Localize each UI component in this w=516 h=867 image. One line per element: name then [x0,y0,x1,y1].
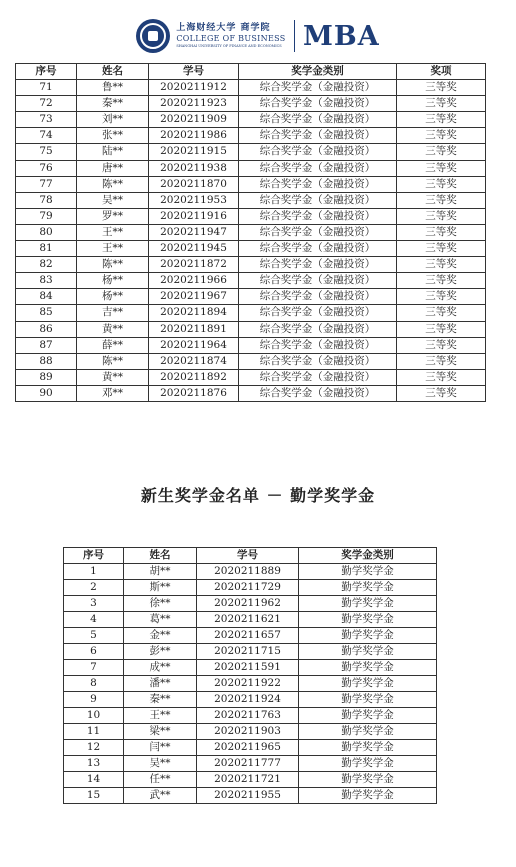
table-row [16,128,486,144]
table-cell: 71 [16,80,77,96]
table-cell: 勤学奖学金 [299,708,437,724]
table-cell: 三等奖 [397,112,486,128]
table-cell: 三等奖 [397,289,486,305]
table-cell: 综合奖学金（金融投资） [239,112,397,128]
table-cell: 唐** [77,160,149,176]
table-cell: 勤学奖学金 [299,692,437,708]
table-cell: 2020211715 [197,644,299,660]
table-cell: 综合奖学金（金融投资） [239,353,397,369]
table-cell: 斯** [124,580,197,596]
column-header: 序号 [64,548,124,564]
table-cell: 邓** [77,385,149,401]
section-title: 新生奖学金名单 － 勤学奖学金 [140,486,376,505]
table-cell: 综合奖学金（金融投资） [239,176,397,192]
table-cell: 2020211966 [149,273,239,289]
table-row [16,369,486,385]
table-cell: 2020211909 [149,112,239,128]
table-cell: 三等奖 [397,96,486,112]
table-cell: 综合奖学金（金融投资） [239,128,397,144]
table-cell: 72 [16,96,77,112]
table-cell: 80 [16,224,77,240]
table-cell: 闫** [124,740,197,756]
table-cell: 成** [124,660,197,676]
table-row [16,353,486,369]
table-cell: 三等奖 [397,369,486,385]
table-cell: 77 [16,176,77,192]
page-header [0,14,516,58]
table-cell: 2020211953 [149,192,239,208]
table-cell: 88 [16,353,77,369]
table-row [16,289,486,305]
table-cell: 三等奖 [397,128,486,144]
table-cell: 13 [64,756,124,772]
table-cell: 2020211721 [197,772,299,788]
column-header: 奖项 [397,64,486,80]
table-cell: 2020211777 [197,756,299,772]
table-cell: 综合奖学金（金融投资） [239,80,397,96]
table-cell: 2020211947 [149,224,239,240]
table-cell: 85 [16,305,77,321]
table-cell: 梁** [124,724,197,740]
table-cell: 2020211621 [197,612,299,628]
school-name-cn: 上海财经大学 商学院 [176,23,271,33]
table-cell: 勤学奖学金 [299,756,437,772]
table-cell: 8 [64,676,124,692]
university-emblem-icon [136,19,170,53]
table-cell: 综合奖学金（金融投资） [239,305,397,321]
scholarship-table-diligence [63,547,437,804]
table-cell: 2 [64,580,124,596]
table-cell: 2020211729 [197,580,299,596]
table-cell: 2020211945 [149,241,239,257]
table-cell: 综合奖学金（金融投资） [239,273,397,289]
table-row [64,596,437,612]
column-header: 序号 [16,64,77,80]
table-cell: 2020211892 [149,369,239,385]
table-cell: 陈** [77,353,149,369]
table-cell: 勤学奖学金 [299,580,437,596]
table-row [16,273,486,289]
table-header-row [16,64,486,80]
column-header: 学号 [149,64,239,80]
table-row [16,305,486,321]
table-cell: 综合奖学金（金融投资） [239,224,397,240]
table-row [64,644,437,660]
table-cell: 三等奖 [397,144,486,160]
table-row [64,676,437,692]
logo-divider [294,20,296,52]
table-cell: 秦** [77,96,149,112]
school-name-en: COLLEGE OF BUSINESS [176,34,286,43]
table-cell: 90 [16,385,77,401]
table-cell: 4 [64,612,124,628]
table-cell: 79 [16,208,77,224]
table-cell: 14 [64,772,124,788]
table-cell: 杨** [77,289,149,305]
table-cell: 2020211916 [149,208,239,224]
table-cell: 潘** [124,676,197,692]
table-cell: 三等奖 [397,241,486,257]
table-cell: 84 [16,289,77,305]
table-cell: 勤学奖学金 [299,788,437,804]
table-cell: 2020211965 [197,740,299,756]
column-header: 奖学金类别 [239,64,397,80]
table-cell: 86 [16,321,77,337]
table-cell: 3 [64,596,124,612]
table-cell: 综合奖学金（金融投资） [239,385,397,401]
table-cell: 81 [16,241,77,257]
table-cell: 2020211894 [149,305,239,321]
scholarship-table-comprehensive [15,63,486,402]
table-row [16,112,486,128]
table-cell: 2020211986 [149,128,239,144]
table-cell: 综合奖学金（金融投资） [239,337,397,353]
table-cell: 78 [16,192,77,208]
table-cell: 三等奖 [397,337,486,353]
table-cell: 2020211903 [197,724,299,740]
table-cell: 2020211962 [197,596,299,612]
table-row [64,660,437,676]
table-cell: 2020211955 [197,788,299,804]
table-cell: 综合奖学金（金融投资） [239,321,397,337]
table-cell: 15 [64,788,124,804]
table-cell: 综合奖学金（金融投资） [239,208,397,224]
table-cell: 武** [124,788,197,804]
table-cell: 勤学奖学金 [299,628,437,644]
table-row [16,192,486,208]
table-cell: 2020211591 [197,660,299,676]
table-cell: 2020211891 [149,321,239,337]
table-cell: 2020211872 [149,257,239,273]
table-cell: 75 [16,144,77,160]
table-cell: 综合奖学金（金融投资） [239,369,397,385]
table-cell: 2020211938 [149,160,239,176]
table-cell: 黄** [77,321,149,337]
table-row [16,257,486,273]
table-row [64,724,437,740]
table-cell: 吉** [77,305,149,321]
table-cell: 综合奖学金（金融投资） [239,192,397,208]
table-cell: 2020211922 [197,676,299,692]
table-cell: 刘** [77,112,149,128]
school-name-sub: SHANGHAI UNIVERSITY OF FINANCE AND ECONOMICS [176,44,282,48]
table-cell: 葛** [124,612,197,628]
table-cell: 任** [124,772,197,788]
table-cell: 综合奖学金（金融投资） [239,160,397,176]
table-cell: 勤学奖学金 [299,724,437,740]
table-cell: 彭** [124,644,197,660]
table-cell: 2020211763 [197,708,299,724]
table-cell: 综合奖学金（金融投资） [239,96,397,112]
table-cell: 秦** [124,692,197,708]
table-cell: 三等奖 [397,257,486,273]
table-header-row [64,548,437,564]
table-cell: 勤学奖学金 [299,772,437,788]
table-cell: 三等奖 [397,176,486,192]
table-row [16,160,486,176]
table-row [64,740,437,756]
table-cell: 王** [77,224,149,240]
table-row [64,772,437,788]
column-header: 学号 [197,548,299,564]
table-cell: 陆** [77,144,149,160]
table-cell: 10 [64,708,124,724]
table-cell: 三等奖 [397,192,486,208]
table-cell: 三等奖 [397,208,486,224]
table-row [64,564,437,580]
table-cell: 11 [64,724,124,740]
table-cell: 2020211967 [149,289,239,305]
table-cell: 吴** [77,192,149,208]
table-cell: 6 [64,644,124,660]
table-row [16,337,486,353]
table-cell: 1 [64,564,124,580]
table-cell: 鲁** [77,80,149,96]
table-row [64,708,437,724]
table-cell: 勤学奖学金 [299,644,437,660]
column-header: 奖学金类别 [299,548,437,564]
table-row [64,756,437,772]
table-cell: 陈** [77,176,149,192]
table-cell: 综合奖学金（金融投资） [239,289,397,305]
table-row [64,612,437,628]
table-cell: 徐** [124,596,197,612]
table-cell: 张** [77,128,149,144]
table-cell: 87 [16,337,77,353]
table-cell: 王** [124,708,197,724]
table-row [64,580,437,596]
table-cell: 三等奖 [397,160,486,176]
table-cell: 罗** [77,208,149,224]
table-cell: 薛** [77,337,149,353]
table-cell: 三等奖 [397,80,486,96]
table-cell: 勤学奖学金 [299,676,437,692]
table-cell: 83 [16,273,77,289]
table-row [16,241,486,257]
table-cell: 王** [77,241,149,257]
table-cell: 胡** [124,564,197,580]
table-cell: 2020211924 [197,692,299,708]
table-cell: 三等奖 [397,224,486,240]
table-row [16,321,486,337]
table-cell: 5 [64,628,124,644]
table-cell: 三等奖 [397,353,486,369]
column-header: 姓名 [77,64,149,80]
table-row [16,96,486,112]
table-cell: 综合奖学金（金融投资） [239,144,397,160]
table-cell: 勤学奖学金 [299,612,437,628]
column-header: 姓名 [124,548,197,564]
table-cell: 三等奖 [397,321,486,337]
table-row [64,692,437,708]
table-cell: 2020211874 [149,353,239,369]
table-row [16,208,486,224]
table-cell: 2020211923 [149,96,239,112]
table-cell: 12 [64,740,124,756]
table-cell: 勤学奖学金 [299,740,437,756]
table-cell: 82 [16,257,77,273]
table-cell: 勤学奖学金 [299,596,437,612]
table-row [64,628,437,644]
mba-logo: MBA [303,20,380,52]
table-row [16,385,486,401]
table-cell: 76 [16,160,77,176]
table-cell: 2020211876 [149,385,239,401]
table-row [16,224,486,240]
table-cell: 74 [16,128,77,144]
table-cell: 黄** [77,369,149,385]
table-cell: 三等奖 [397,385,486,401]
table-cell: 三等奖 [397,305,486,321]
table-cell: 陈** [77,257,149,273]
table-cell: 金** [124,628,197,644]
table-row [64,788,437,804]
table-cell: 勤学奖学金 [299,660,437,676]
table-cell: 吴** [124,756,197,772]
table-row [16,176,486,192]
table-cell: 杨** [77,273,149,289]
table-cell: 综合奖学金（金融投资） [239,241,397,257]
table-cell: 73 [16,112,77,128]
table-row [16,80,486,96]
table-row [16,144,486,160]
table-cell: 综合奖学金（金融投资） [239,257,397,273]
table-cell: 9 [64,692,124,708]
table-cell: 2020211889 [197,564,299,580]
table-cell: 2020211870 [149,176,239,192]
table-cell: 勤学奖学金 [299,564,437,580]
table-cell: 2020211912 [149,80,239,96]
school-name [176,23,285,49]
table-cell: 2020211964 [149,337,239,353]
table-cell: 7 [64,660,124,676]
table-cell: 2020211657 [197,628,299,644]
table-cell: 2020211915 [149,144,239,160]
table-cell: 三等奖 [397,273,486,289]
table-cell: 89 [16,369,77,385]
